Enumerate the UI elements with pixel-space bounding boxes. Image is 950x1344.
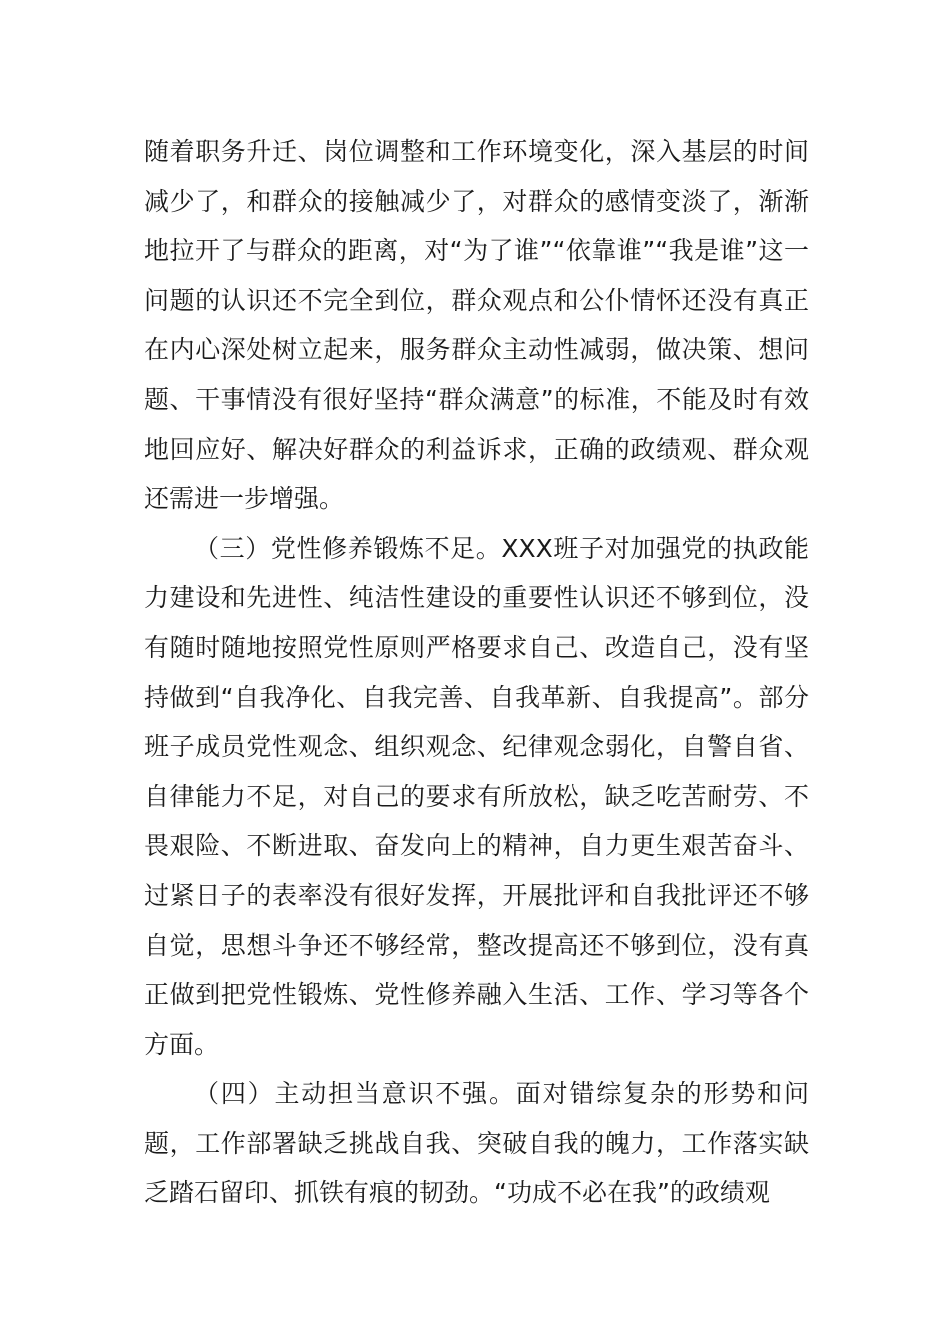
document-body — [144, 127, 809, 1218]
paragraph-section-three: （三）党性修养锻炼不足。XXX班子对加强党的执政能力建设和先进性、纯洁性建设的重要性认识还不够到位，没有随时随地按照党性原则严格要求自己、改造自己，没有坚持做到“自我净化、自我完善、自我革新、自我提高”。部分班子成员党性观念、组织观念、纪律观念弱化，自警自省、自律能力不足，对自己的要求有所放松，缺乏吃苦耐劳、不畏艰险、不断进取、奋发向上的精神，自力更生艰苦奋斗、过紧日子的表率没有很好发挥，开展批评和自我批评还不够自觉，思想斗争还不够经常，整改提高还不够到位，没有真正做到把党性锻炼、党性修养融入生活、工作、学习等各个方面。 — [144, 533, 809, 1059]
paragraph-continuation: 随着职务升迁、岗位调整和工作环境变化，深入基层的时间减少了，和群众的接触减少了，对群众的感情变淡了，渐渐地拉开了与群众的距离，对“为了谁”“依靠谁”“我是谁”这一问题的认识还不完全到位，群众观点和公仆情怀还没有真正在内心深处树立起来，服务群众主动性减弱，做决策、想问题、干事情没有很好坚持“群众满意”的标准，不能及时有效地回应好、解决好群众的利益诉求，正确的政绩观、群众观还需进一步增强。 — [144, 137, 809, 514]
paragraph-section-four: （四）主动担当意识不强。面对错综复杂的形势和问题，工作部署缺乏挑战自我、突破自我的魄力，工作落实缺乏踏石留印、抓铁有痕的韧劲。“功成不必在我”的政绩观 — [144, 1079, 809, 1208]
